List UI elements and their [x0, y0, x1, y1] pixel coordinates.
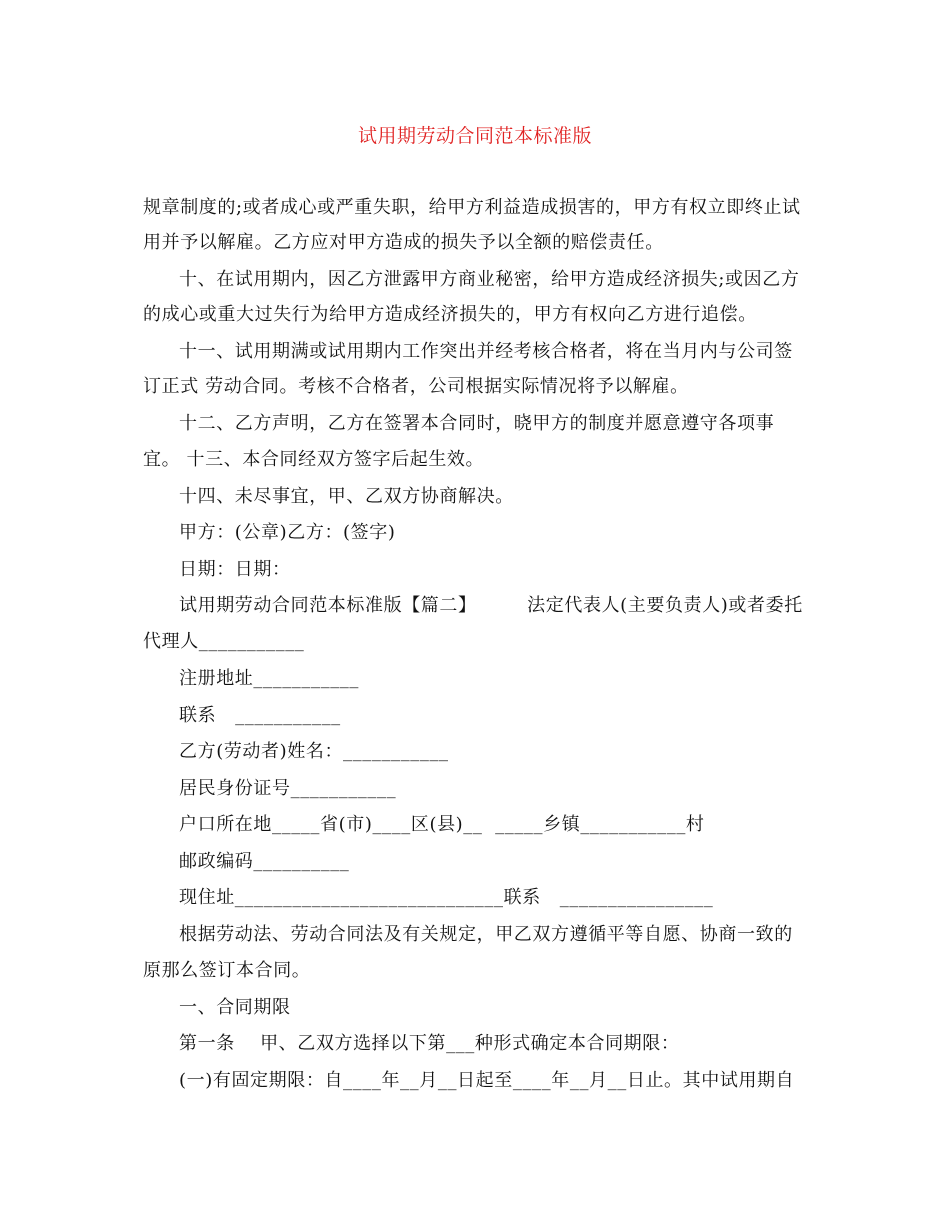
clause-12-13-line: 宜。 十三、本合同经双方签字后起生效。 — [143, 449, 485, 470]
clause-11-line-2: 订正式 劳动合同。考核不合格者，公司根据实际情况将予以解雇。 — [143, 376, 689, 397]
basis-paragraph-line-1: 根据劳动法、劳动合同法及有关规定，甲乙双方遵循平等自愿、协商一致的 — [179, 924, 793, 945]
document-title: 试用期劳动合同范本标准版 — [357, 125, 592, 147]
postal-code-field: 邮政编码__________ — [179, 851, 350, 872]
clause-14-line: 十四、未尽事宜，甲、乙双方协商解决。 — [179, 486, 514, 507]
part-two-heading-line: 试用期劳动合同范本标准版【篇二】 法定代表人(主要负责人)或者委托 — [179, 595, 803, 616]
clause-12-line-1: 十二、乙方声明，乙方在签署本合同时，晓甲方的制度并愿意遵守各项事 — [179, 413, 775, 434]
signature-party-line: 甲方：(公章)乙方：(签字) — [179, 522, 396, 543]
agent-field-line: 代理人___________ — [143, 631, 305, 652]
fixed-term-line: (一)有固定期限：自____年__月__日起至____年__月__日止。其中试用期自 — [179, 1070, 795, 1091]
clause-10-line-2: 的成心或重大过失行为给甲方造成经济损失的，甲方有权向乙方进行追偿。 — [143, 304, 757, 325]
basis-paragraph-line-2: 原那么签订本合同。 — [143, 960, 311, 981]
paragraph-line-2: 用并予以解雇。乙方应对甲方造成的损失予以全额的赔偿责任。 — [143, 232, 664, 253]
current-address-field: 现住址____________________________联系 ________________ — [179, 887, 714, 908]
worker-name-field: 乙方(劳动者)姓名：___________ — [179, 741, 449, 762]
article-one-line: 第一条 甲、乙双方选择以下第___种形式确定本合同期限： — [179, 1033, 680, 1054]
household-address-field: 户口所在地_____省(市)____区(县)__ _____乡镇___________村 — [179, 814, 705, 835]
clause-10-line-1: 十、在试用期内，因乙方泄露甲方商业秘密，给甲方造成经济损失;或因乙方 — [179, 269, 800, 290]
clause-11-line-1: 十一、试用期满或试用期内工作突出并经考核合格者，将在当月内与公司签 — [179, 341, 793, 362]
signature-date-line: 日期：日期： — [179, 559, 291, 580]
registered-address-field: 注册地址___________ — [179, 668, 359, 689]
paragraph-line-1: 规章制度的;或者成心或严重失职，给甲方利益造成损害的，甲方有权立即终止试 — [143, 197, 801, 218]
section-heading-contract-term: 一、合同期限 — [179, 997, 291, 1018]
contact-field: 联系 ___________ — [179, 705, 341, 726]
id-number-field: 居民身份证号___________ — [179, 778, 397, 799]
